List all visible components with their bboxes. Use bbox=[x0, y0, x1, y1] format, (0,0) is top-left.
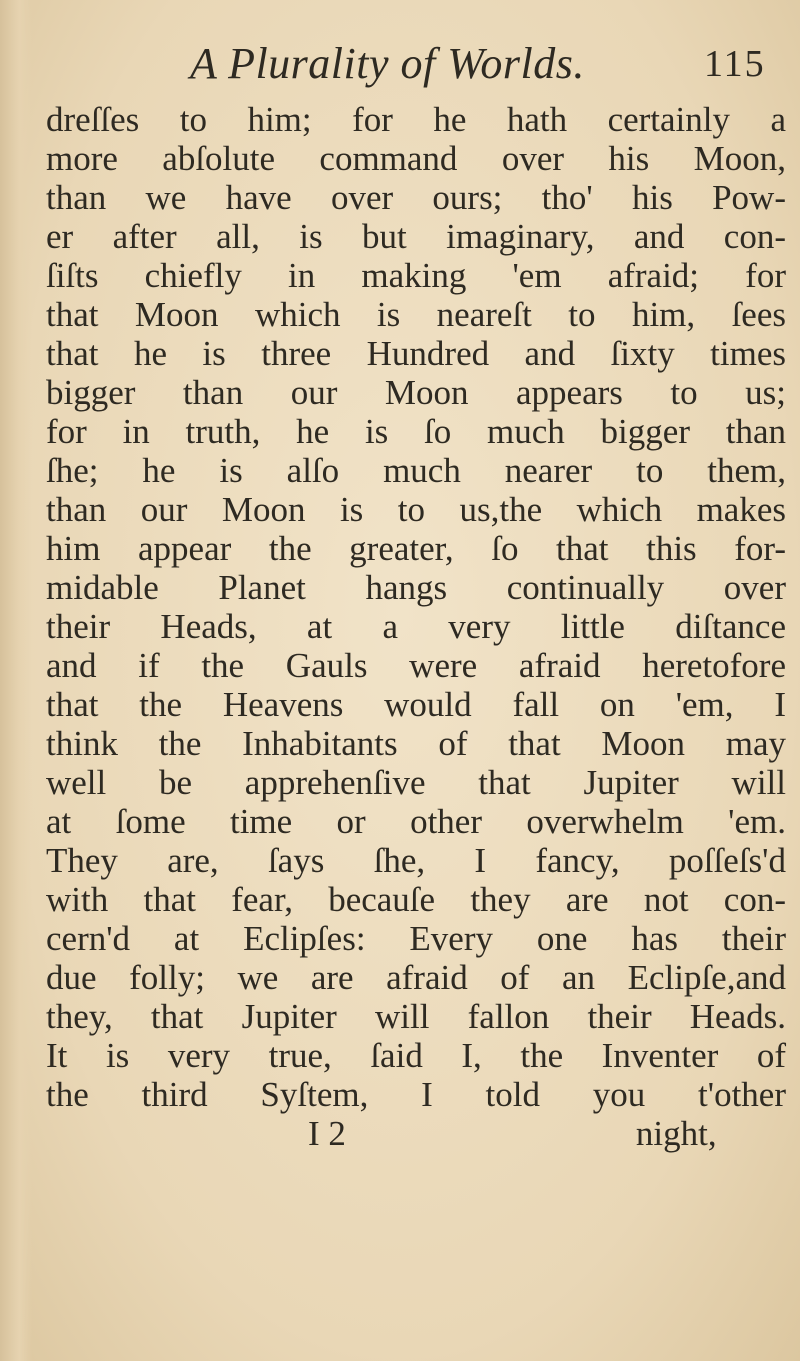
page-header bbox=[0, 38, 800, 88]
signature-catchword-line bbox=[46, 1114, 786, 1153]
text-line: and if the Gauls were afraid heretofore bbox=[46, 646, 786, 685]
text-line: than our Moon is to us,the which makes bbox=[46, 490, 786, 529]
text-line: more abſolute command over his Moon, bbox=[46, 139, 786, 178]
text-line: the third Syſtem, I told you t'other bbox=[46, 1075, 786, 1114]
text-line: cern'd at Eclipſes: Every one has their bbox=[46, 919, 786, 958]
text-line: due folly; we are afraid of an Eclipſe,and bbox=[46, 958, 786, 997]
body-text bbox=[46, 100, 786, 1153]
signature-mark: I 2 bbox=[308, 1114, 346, 1153]
text-line: They are, ſays ſhe, I fancy, poſſeſs'd bbox=[46, 841, 786, 880]
catchword: night, bbox=[635, 1114, 717, 1153]
page-gutter bbox=[0, 0, 32, 1361]
text-line: for in truth, he is ſo much bigger than bbox=[46, 412, 786, 451]
text-line: ſhe; he is alſo much nearer to them, bbox=[46, 451, 786, 490]
text-line: ſiſts chiefly in making 'em afraid; for bbox=[46, 256, 786, 295]
text-line: midable Planet hangs continually over bbox=[46, 568, 786, 607]
running-title: A Plurality of Worlds. bbox=[190, 39, 585, 88]
text-line: that he is three Hundred and ſixty times bbox=[46, 334, 786, 373]
text-line: bigger than our Moon appears to us; bbox=[46, 373, 786, 412]
text-line: that the Heavens would fall on 'em, I bbox=[46, 685, 786, 724]
text-line: er after all, is but imaginary, and con- bbox=[46, 217, 786, 256]
text-line: It is very true, ſaid I, the Inventer of bbox=[46, 1036, 786, 1075]
text-line: at ſome time or other overwhelm 'em. bbox=[46, 802, 786, 841]
text-line: well be apprehenſive that Jupiter will bbox=[46, 763, 786, 802]
text-line: their Heads, at a very little diſtance bbox=[46, 607, 786, 646]
text-line: think the Inhabitants of that Moon may bbox=[46, 724, 786, 763]
text-line: with that fear, becauſe they are not con- bbox=[46, 880, 786, 919]
text-line: dreſſes to him; for he hath certainly a bbox=[46, 100, 786, 139]
text-line: that Moon which is neareſt to him, ſees bbox=[46, 295, 786, 334]
text-line: him appear the greater, ſo that this for- bbox=[46, 529, 786, 568]
text-line: than we have over ours; tho' his Pow- bbox=[46, 178, 786, 217]
text-line: they, that Jupiter will fallon their Heads. bbox=[46, 997, 786, 1036]
page-number: 115 bbox=[704, 43, 766, 85]
